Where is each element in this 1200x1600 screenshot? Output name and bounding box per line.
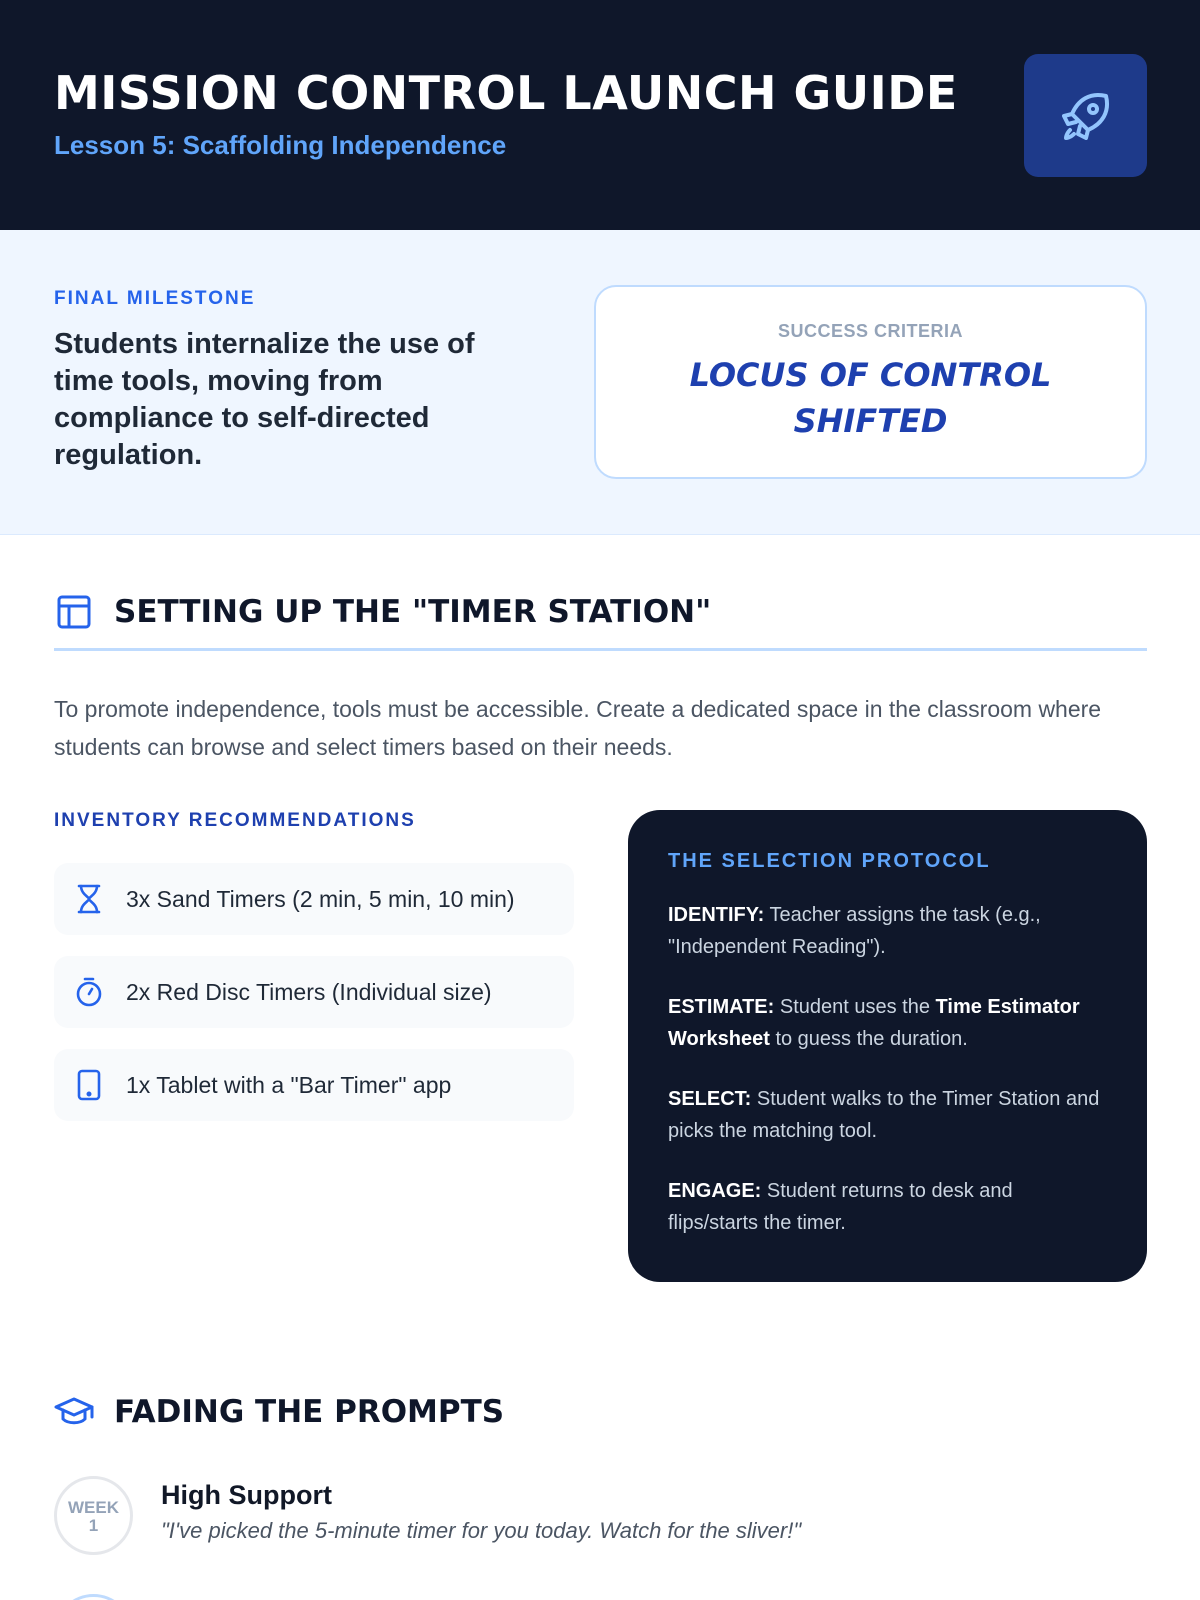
rocket-icon [1054, 84, 1118, 148]
step-key: ENGAGE: [668, 1180, 762, 1202]
week-label: WEEK [68, 1498, 119, 1517]
milestone-text: Students internalize the use of time tools, moving from compliance to self-directed regulation. [54, 328, 475, 471]
step-text: Student returns to desk and flips/starts the timer. [668, 1180, 1013, 1234]
protocol-step [668, 991, 1107, 1055]
fading-heading [54, 1392, 504, 1432]
layout-icon [54, 592, 94, 632]
logo-badge [1024, 54, 1147, 177]
page-header [0, 0, 1200, 230]
inventory-item-text: 2x Red Disc Timers (Individual size) [126, 978, 492, 1005]
section-divider [54, 648, 1147, 651]
worksheet-name: Time Estimator Worksheet [668, 996, 1080, 1050]
inventory-item [54, 1049, 574, 1121]
timer-station-intro: To promote independence, tools must be accessible. Create a dedicated space in the classroom where students can browse and select timers based on their needs. [54, 696, 1102, 760]
section-title: FADING THE PROMPTS [114, 1394, 505, 1430]
inventory-item-text: 3x Sand Timers (2 min, 5 min, 10 min) [126, 885, 515, 912]
selection-protocol-card [628, 810, 1147, 1282]
step-text: Student uses the [774, 996, 936, 1018]
criteria-value: LOCUS OF CONTROL SHIFTED [689, 356, 1052, 440]
week-title: High Support [161, 1480, 332, 1510]
step-text: Student walks to the Timer Station and picks the matching tool. [668, 1088, 1100, 1142]
success-criteria-card [594, 285, 1147, 479]
step-key: ESTIMATE: [668, 996, 775, 1018]
inventory-item [54, 863, 574, 935]
graduation-cap-icon [54, 1392, 94, 1432]
inventory-label: INVENTORY RECOMMENDATIONS [54, 810, 416, 831]
week-quote: "I've picked the 5-minute timer for you today. Watch for the sliver!" [161, 1518, 802, 1543]
page-title: MISSION CONTROL LAUNCH GUIDE [54, 66, 958, 120]
milestone-label: FINAL MILESTONE [54, 288, 256, 309]
inventory-item [54, 956, 574, 1028]
week-badge [54, 1594, 133, 1600]
hourglass-icon [74, 884, 104, 914]
section-title: SETTING UP THE "TIMER STATION" [114, 594, 712, 630]
timer-station-heading [54, 592, 711, 632]
step-text: Teacher assigns the task (e.g., "Independent Reading"). [668, 904, 1041, 958]
tablet-icon [74, 1070, 104, 1100]
step-text: to guess the duration. [769, 1028, 968, 1050]
criteria-label: SUCCESS CRITERIA [777, 321, 964, 341]
step-key: SELECT: [668, 1088, 752, 1110]
stopwatch-icon [74, 977, 104, 1007]
protocol-step [668, 899, 1107, 963]
page-subtitle: Lesson 5: Scaffolding Independence [54, 130, 507, 160]
protocol-step [668, 1083, 1107, 1147]
protocol-title: THE SELECTION PROTOCOL [668, 850, 991, 872]
step-key: IDENTIFY: [668, 904, 765, 926]
week-badge [54, 1476, 133, 1555]
protocol-step [668, 1175, 1107, 1239]
week-number: 1 [88, 1516, 99, 1535]
inventory-item-text: 1x Tablet with a "Bar Timer" app [126, 1071, 452, 1098]
